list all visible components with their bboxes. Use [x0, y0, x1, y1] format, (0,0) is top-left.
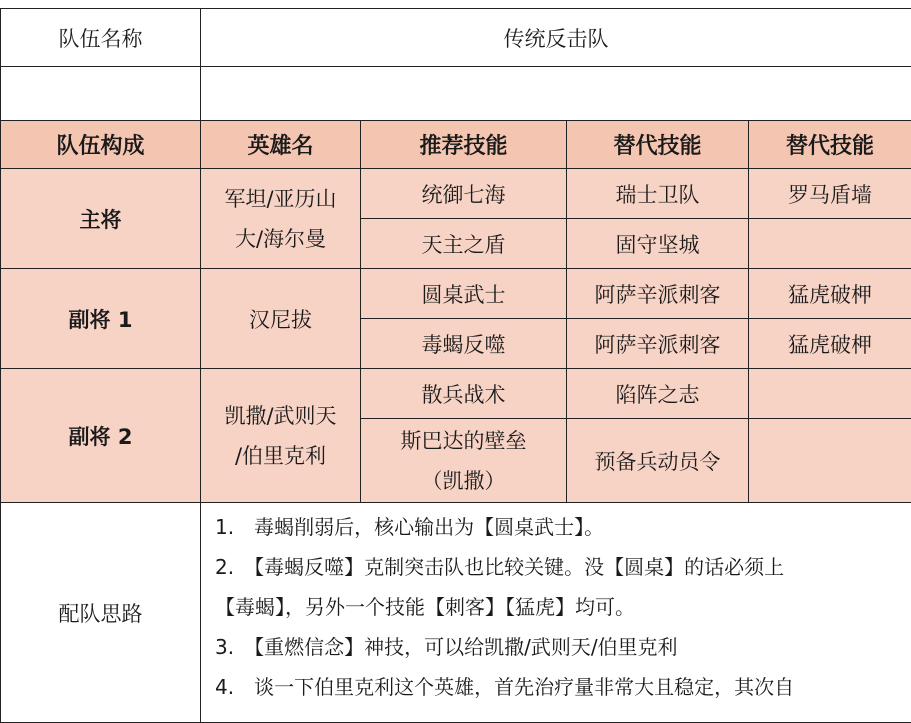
alt-skill-1: 预备兵动员令 — [567, 419, 749, 503]
header-alt2: 替代技能 — [749, 121, 911, 169]
notes-cell — [201, 503, 911, 723]
alt-skill-2 — [749, 219, 911, 269]
note-line: 【毒蝎】，另外一个技能【刺客】【猛虎】均可。 — [215, 587, 901, 627]
hero-cell — [201, 169, 361, 269]
role-cell: 主将 — [1, 169, 201, 269]
table-row — [1, 369, 911, 419]
recommended-skill: 散兵战术 — [361, 369, 567, 419]
hero-line: /伯里克利 — [205, 436, 356, 476]
alt-skill-2 — [749, 419, 911, 503]
skill-line: 斯巴达的壁垒 — [365, 421, 562, 461]
notes-row — [1, 503, 911, 723]
header-hero: 英雄名 — [201, 121, 361, 169]
header-alt1: 替代技能 — [567, 121, 749, 169]
note-line: 4. 谈一下伯里克利这个英雄，首先治疗量非常大且稳定，其次自 — [215, 667, 901, 707]
header-row — [1, 121, 911, 169]
alt-skill-1: 陷阵之志 — [567, 369, 749, 419]
note-line: 1. 毒蝎削弱后，核心输出为【圆桌武士】。 — [215, 507, 901, 547]
recommended-skill: 统御七海 — [361, 169, 567, 219]
skill-line: （凯撒） — [365, 461, 562, 501]
hero-cell — [201, 369, 361, 503]
blank-cell-left — [1, 67, 201, 121]
blank-cell-right — [201, 67, 911, 121]
alt-skill-1: 阿萨辛派刺客 — [567, 269, 749, 319]
header-recommended: 推荐技能 — [361, 121, 567, 169]
hero-line: 凯撒/武则天 — [205, 396, 356, 436]
hero-line: 大/海尔曼 — [205, 219, 356, 259]
team-name-row — [1, 9, 911, 67]
team-table — [0, 8, 911, 723]
alt-skill-2: 猛虎破柙 — [749, 269, 911, 319]
hero-cell: 汉尼拔 — [201, 269, 361, 369]
table-row — [1, 169, 911, 219]
note-line: 2. 【毒蝎反噬】克制突击队也比较关键。没【圆桌】的话必须上 — [215, 547, 901, 587]
alt-skill-2 — [749, 369, 911, 419]
alt-skill-1: 瑞士卫队 — [567, 169, 749, 219]
note-line: 3. 【重燃信念】神技，可以给凯撒/武则天/伯里克利 — [215, 627, 901, 667]
header-composition: 队伍构成 — [1, 121, 201, 169]
hero-line: 军坦/亚历山 — [205, 179, 356, 219]
role-cell: 副将 1 — [1, 269, 201, 369]
recommended-skill: 天主之盾 — [361, 219, 567, 269]
table-row — [1, 269, 911, 319]
team-name-value: 传统反击队 — [201, 9, 911, 67]
recommended-skill: 圆桌武士 — [361, 269, 567, 319]
recommended-skill: 毒蝎反噬 — [361, 319, 567, 369]
recommended-skill — [361, 419, 567, 503]
alt-skill-2: 罗马盾墙 — [749, 169, 911, 219]
alt-skill-1: 固守坚城 — [567, 219, 749, 269]
blank-row — [1, 67, 911, 121]
alt-skill-1: 阿萨辛派刺客 — [567, 319, 749, 369]
team-name-label: 队伍名称 — [1, 9, 201, 67]
alt-skill-2: 猛虎破柙 — [749, 319, 911, 369]
notes-label: 配队思路 — [1, 503, 201, 723]
role-cell: 副将 2 — [1, 369, 201, 503]
